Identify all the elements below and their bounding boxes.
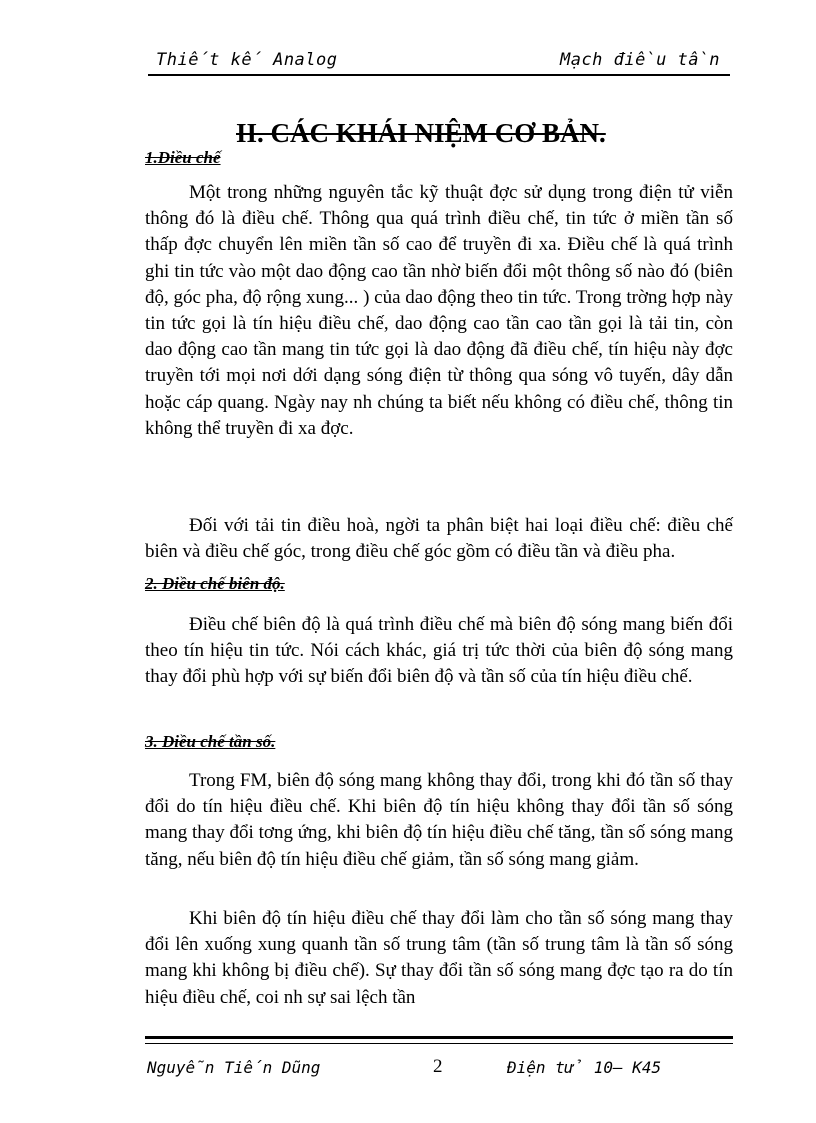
footer-page-number: 2	[433, 1056, 443, 1077]
header-rule	[148, 74, 730, 76]
section-2-paragraph-1: Điều chế biên độ là quá trình điều chế mà biên độ sóng mang biến đổi theo tín hiệu tin tức. Nói cách khác, giá trị tức thời của biên độ sóng mang thay đổi phù hợp với sự biến đổi biên độ và tần số của tín hiệu điều chế.	[145, 614, 733, 688]
section-3-paragraph-2: Khi biên độ tín hiệu điều chế thay đổi làm cho tần số sóng mang thay đổi lên xuống xung quanh tần số trung tâm (tần số trung tâm là tần số sóng mang khi không bị điều chế). Sự thay đổi tần số sóng mang đợc tạo ra do tín hiệu điều chế, coi nh sự sai lệch tần	[145, 908, 733, 1008]
footer-rule-thick	[145, 1036, 733, 1039]
section-1-paragraph-2: Đối với tải tin điều hoà, ngời ta phân biệt hai loại điều chế: điều chế biên và điều chế góc, trong điều chế góc gồm có điều tần và điều pha.	[145, 515, 733, 563]
footer-author: Nguyễn Tiến Dũng	[147, 1058, 321, 1077]
running-header	[148, 50, 730, 76]
header-right-text: Mạch điều tần	[559, 50, 720, 70]
footer-class: Điện tử 10– K45	[507, 1058, 662, 1077]
section-1-paragraph-1: Một trong những nguyên tắc kỹ thuật đợc sử dụng trong điện tử viễn thông đó là điều chế. Thông qua quá trình điều chế, tin tức ở miền tần số thấp đợc chuyển lên miền tần số cao để truyền đi xa. Điều chế là quá trình ghi tin tức vào một dao động cao tần nhờ biến đổi một thông số nào đó (biên độ, góc pha, độ rộng xung... ) của dao động theo tin tức. Trong trờng hợp này tin tức gọi là tín hiệu điều chế, dao động cao tần cao tần gọi là tải tin, còn dao động cao tần mang tin tức gọi là dao động đã điều chế, tín hiệu này đợc truyền tới mọi nơi dới dạng sóng điện từ thông qua sóng vô tuyến, dây dẫn hoặc cáp quang. Ngày nay nh chúng ta biết nếu không có điều chế, thông tin không thể truyền đi xa đợc.	[145, 182, 733, 439]
page-title: II. CÁC KHÁI NIỆM CƠ BẢN.	[236, 118, 606, 148]
section-heading-1: 1.Điều chế	[145, 148, 221, 167]
section-heading-2: 2. Điều chế biên độ.	[145, 574, 285, 593]
running-footer	[145, 1056, 733, 1082]
section-heading-3: 3. Điều chế tần số.	[145, 732, 276, 751]
header-left-text: Thiết kế Analog	[156, 50, 338, 70]
footer-rule-thin	[145, 1043, 733, 1044]
section-3-paragraph-1: Trong FM, biên độ sóng mang không thay đổi, trong khi đó tần số thay đổi do tín hiệu điều chế. Khi biên độ tín hiệu không thay đổi tần số sóng mang thay đổi tơng ứng, khi biên độ tín hiệu điều chế tăng, tần số sóng mang tăng, nếu biên độ tín hiệu điều chế giảm, tần số sóng mang giảm.	[145, 770, 733, 870]
